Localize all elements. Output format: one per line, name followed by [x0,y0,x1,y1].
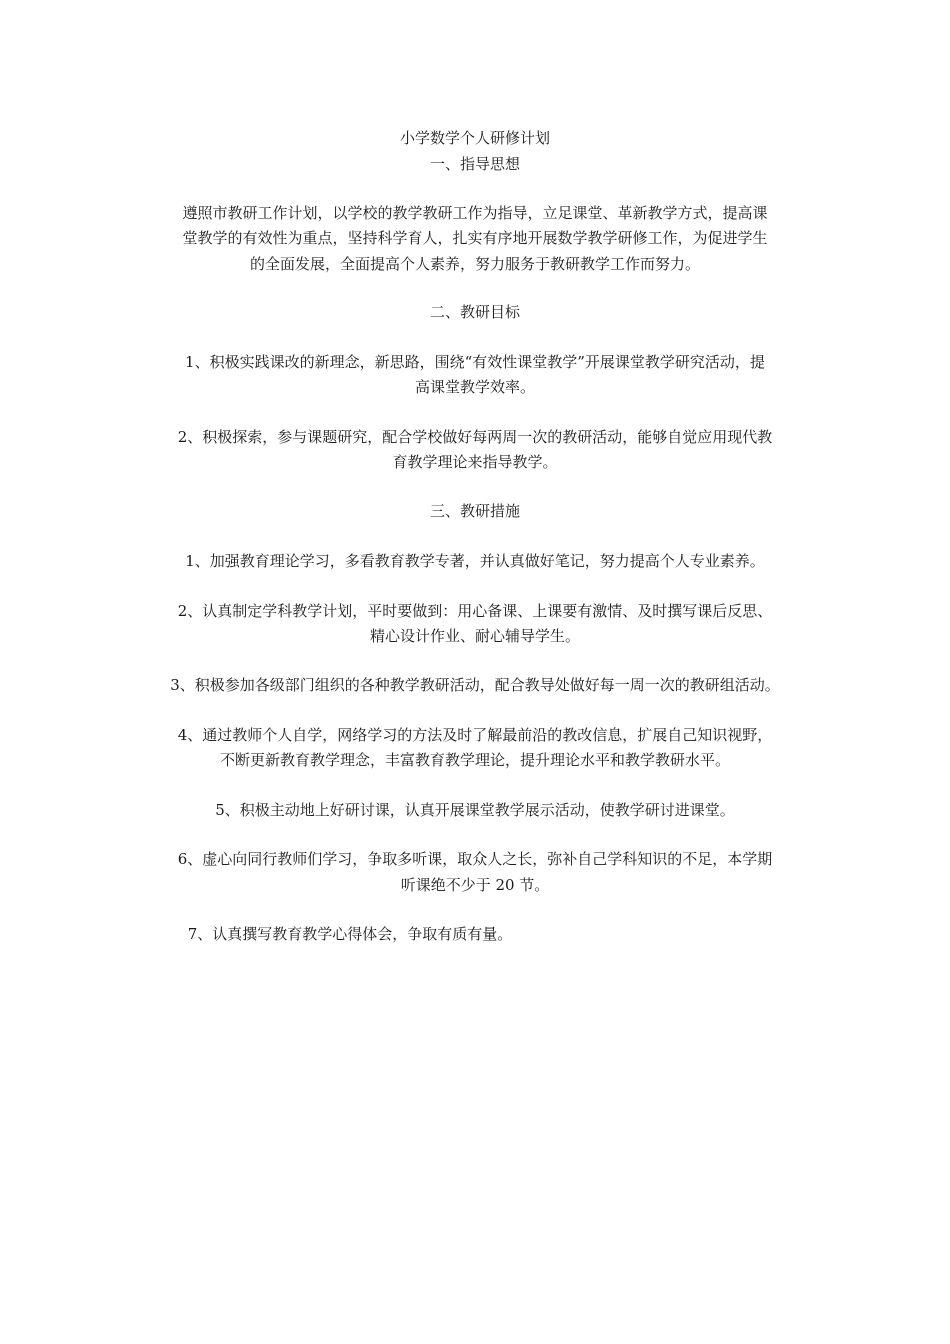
paragraph-line: 堂教学的有效性为重点，坚持科学育人，扎实有序地开展数学教学研修工作，为促进学生 [182,229,768,247]
section-heading-research-goals: 二、教研目标 [429,303,520,321]
measure-item-4-cont: 不断更新教育教学理念，丰富教育教学理论，提升理论水平和教学教研水平。 [219,751,730,769]
measure-item-2-cont: 精心设计作业、耐心辅导学生。 [369,627,580,645]
goal-item-1-cont: 高课堂教学效率。 [414,378,535,396]
measure-item-5: 5、积极主动地上好研讨课，认真开展课堂教学展示活动，使教学研讨进课堂。 [215,801,735,819]
measure-item-6: 6、虚心向同行教师们学习，争取多听课，取众人之长，弥补自己学科知识的不足，本学期 [177,850,773,868]
paragraph-line: 的全面发展，全面提高个人素养，努力服务于教研教学工作而努力。 [249,255,700,273]
paragraph-line: 遵照市教研工作计划，以学校的教学教研工作为指导，立足课堂、革新教学方式，提高课 [182,204,768,222]
goal-item-2-cont: 育教学理论来指导教学。 [392,453,558,471]
measure-item-7: 7、认真撰写教育教学心得体会，争取有质有量。 [187,925,513,943]
section-heading-guiding-thought: 一、指导思想 [429,155,520,173]
section-heading-research-measures: 三、教研措施 [429,502,520,520]
document-title: 小学数学个人研修计划 [399,129,550,147]
measure-item-2: 2、认真制定学科教学计划，平时要做到：用心备课、上课要有激情、及时撰写课后反思、 [177,602,773,620]
measure-item-6-cont: 听课绝不少于 20 节。 [400,876,550,894]
measure-item-3: 3、积极参加各级部门组织的各种教学教研活动，配合教导处做好每一周一次的教研组活动。 [170,676,780,694]
goal-item-1: 1、积极实践课改的新理念，新思路，围绕“有效性课堂教学”开展课堂教学研究活动，提 [185,353,765,371]
measure-item-1: 1、加强教育理论学习，多看教育教学专著，并认真做好笔记，努力提高个人专业素养。 [185,552,765,570]
goal-item-2: 2、积极探索，参与课题研究，配合学校做好每两周一次的教研活动，能够自觉应用现代教 [177,428,773,446]
measure-item-4: 4、通过教师个人自学，网络学习的方法及时了解最前沿的教改信息，扩展自己知识视野， [177,726,773,744]
